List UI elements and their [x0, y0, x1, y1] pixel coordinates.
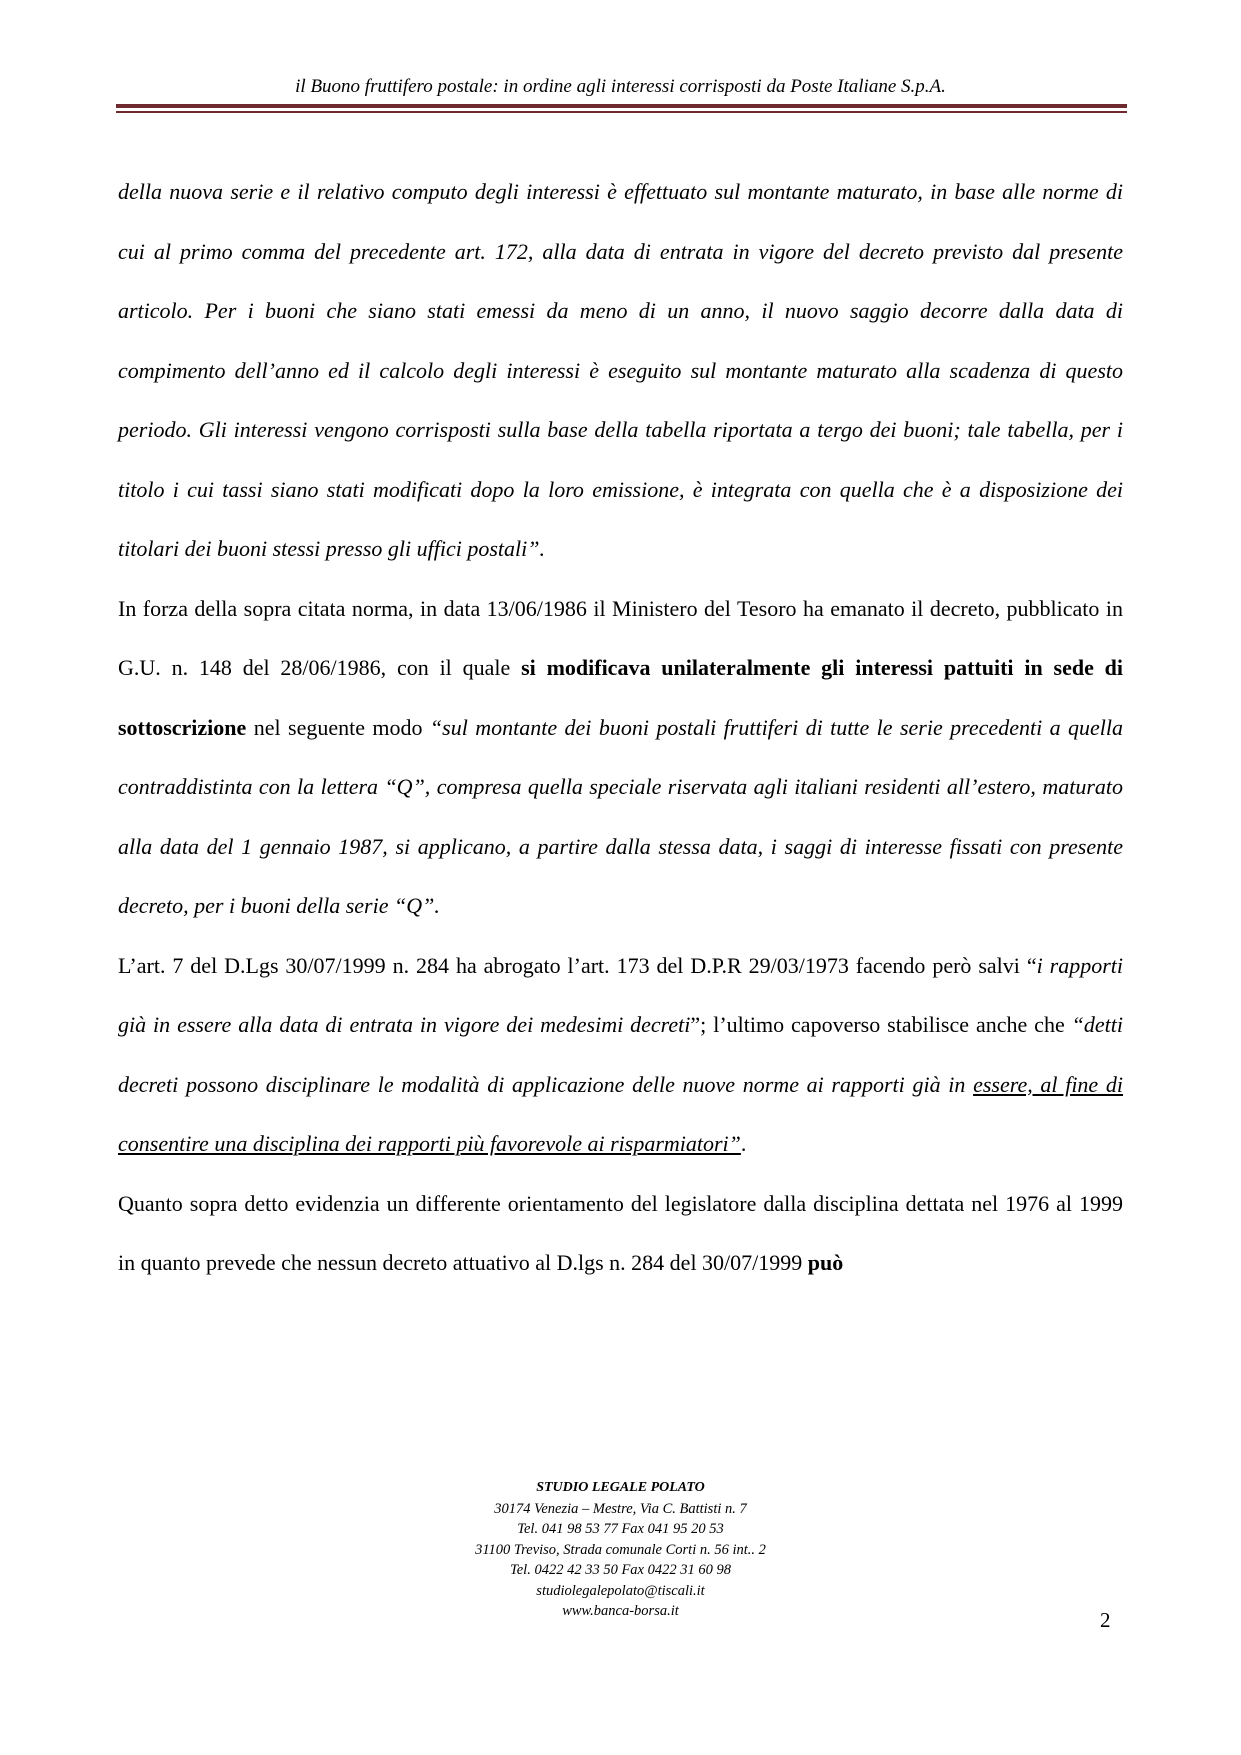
page-number: 2	[1100, 1608, 1111, 1632]
underlined-quote: essere, al fine di consentire una disciplina dei rapporti più favorevole ai risparmiatori”	[118, 1071, 1123, 1156]
footer-address-treviso: 31100 Treviso, Strada comunale Corti n. 56 int.. 2	[475, 1541, 766, 1558]
paragraph-text: ”; l’ultimo capoverso stabilisce anche che	[690, 1012, 1072, 1037]
quote-text: “sul montante dei buoni postali fruttiferi di tutte le serie precedenti a quella contraddistinta con la lettera “Q”, compresa quella speciale riservata agli italiani residenti all’estero, maturato alla data del 1 gennaio 1987, si applicano, a partire dalla stessa data, i saggi di interesse fissati con presente decreto, per i buoni della serie “Q”.	[118, 714, 1123, 918]
footer-phone-venezia: Tel. 041 98 53 77 Fax 041 95 20 53	[517, 1521, 724, 1537]
paragraph-decree-1986	[118, 579, 1123, 936]
paragraph-text: .	[740, 1131, 747, 1156]
quote-text: i rapporti già in essere alla data di entrata in vigore dei medesimi decreti	[118, 952, 1123, 1037]
paragraph-text: In forza della sopra citata norma, in data 13/06/1986 il Ministero del Tesoro ha emanato il decreto, pubblicato in G.U. n. 148 del 28/06/1986, con il quale	[118, 595, 1123, 680]
quote-text: della nuova serie e il relativo computo degli interessi è effettuato sul montante maturato, in base alle norme di cui al primo comma del precedente art. 172, alla data di entrata in vigore del decreto previsto dal presente articolo. Per i buoni che siano stati emessi da meno di un anno, il nuovo saggio decorre dalla data di compimento dell’anno ed il calcolo degli interessi è eseguito sul montante maturato alla scadenza di questo periodo. Gli interessi vengono corrisposti sulla base della tabella riportata a tergo dei buoni; tale tabella, per i titolo i cui tassi siano stati modificati dopo la loro emissione, è integrata con quella che è a disposizione dei titolari dei buoni stessi presso gli uffici postali”.	[118, 179, 1123, 561]
footer-phone-treviso: Tel. 0422 42 33 50 Fax 0422 31 60 98	[510, 1562, 731, 1578]
footer-website: www.banca-borsa.it	[562, 1603, 679, 1619]
header-rule-thin	[116, 111, 1127, 113]
header-rule-thick	[116, 104, 1127, 108]
paragraph-text: nel seguente modo	[246, 714, 430, 740]
paragraph-text: L’art. 7 del D.Lgs 30/07/1999 n. 284 ha abrogato l’art. 173 del D.P.R 29/03/1973 facendo però salvi “	[118, 952, 1037, 978]
document-body	[118, 162, 1123, 1293]
page-footer	[118, 1478, 1123, 1622]
quote-text: “detti decreti possono disciplinare le modalità di applicazione delle nuove norme ai rapporti già in	[118, 1012, 1123, 1097]
running-header: il Buono fruttifero postale: in ordine agli interessi corrisposti da Poste Italiane S.p.A.	[295, 76, 946, 97]
paragraph-dlgs-1999	[118, 936, 1123, 1174]
bold-emphasis: può	[807, 1250, 844, 1275]
paragraph-conclusion	[118, 1174, 1123, 1293]
footer-email: studiolegalepolato@tiscali.it	[536, 1582, 705, 1599]
footer-address-venezia: 30174 Venezia – Mestre, Via C. Battisti n. 7	[494, 1500, 747, 1517]
firm-name: STUDIO LEGALE POLATO	[536, 1480, 705, 1495]
paragraph-quote-continuation	[118, 162, 1123, 579]
paragraph-text: Quanto sopra detto evidenzia un differente orientamento del legislatore dalla disciplina dettata nel 1976 al 1999 in quanto prevede che nessun decreto attuativo al D.lgs n. 284 del 30/07/1999	[118, 1190, 1123, 1275]
bold-emphasis: si modificava unilateralmente gli interessi pattuiti in sede di sottoscrizione	[118, 655, 1123, 740]
